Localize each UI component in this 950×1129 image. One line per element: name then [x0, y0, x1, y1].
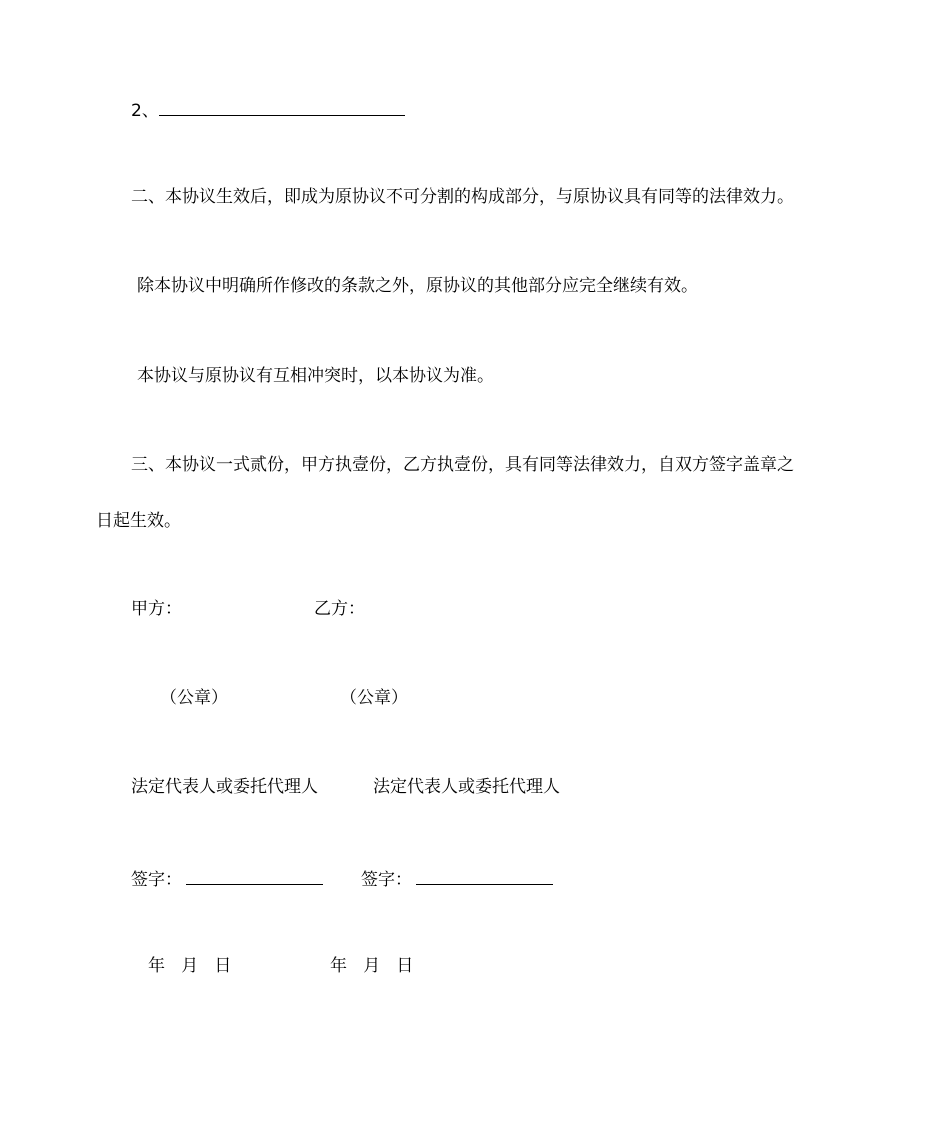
seal-a: （公章）: [160, 688, 228, 708]
representative-a: 法定代表人或委托代理人: [131, 777, 318, 797]
representative-b: 法定代表人或委托代理人: [373, 777, 560, 797]
item-2-prefix: 2、: [131, 101, 159, 121]
clause-2-line-2: 除本协议中明确所作修改的条款之外，原协议的其他部分应完全继续有效。: [137, 276, 698, 296]
signature-a-label: 签字：: [131, 870, 182, 890]
clause-3-line-2: 日起生效。: [96, 511, 181, 531]
clause-3-line-1: 三、本协议一式贰份，甲方执壹份，乙方执壹份，具有同等法律效力，自双方签字盖章之: [131, 455, 794, 475]
date-a: 年 月 日: [148, 956, 232, 976]
item-2-blank: [159, 97, 405, 116]
party-a-label: 甲方：: [131, 599, 182, 619]
signature-b-blank: [416, 866, 553, 885]
seal-b: （公章）: [340, 688, 408, 708]
signature-a-blank: [186, 866, 323, 885]
item-2-line: [131, 97, 405, 122]
party-b-label: 乙方：: [314, 599, 365, 619]
clause-2-line-1: 二、本协议生效后，即成为原协议不可分割的构成部分，与原协议具有同等的法律效力。: [131, 187, 794, 207]
signature-b-label: 签字：: [361, 870, 412, 890]
signature-a-line: [131, 866, 323, 891]
signature-b-line: [361, 866, 553, 891]
clause-2-line-3: 本协议与原协议有互相冲突时，以本协议为准。: [137, 366, 494, 386]
date-b: 年 月 日: [330, 956, 414, 976]
